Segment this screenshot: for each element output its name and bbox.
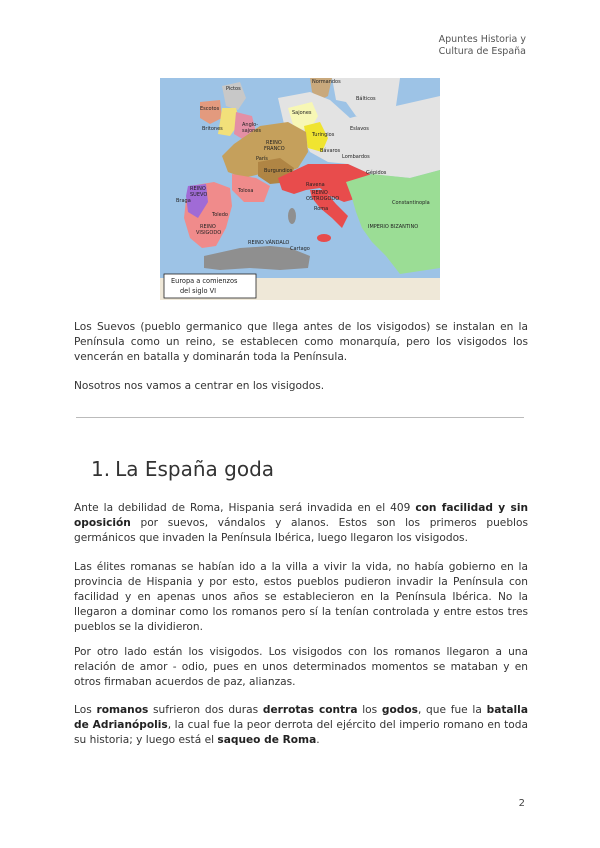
p4-text-g: , que fue la [417, 704, 487, 716]
label-reino-suevo-1: REINO [190, 186, 206, 192]
label-reino-franco-2: FRANCO [264, 146, 285, 152]
label-imperio-bizantino: IMPERIO BIZANTINO [368, 224, 419, 230]
section-divider [76, 417, 524, 418]
section-heading [91, 456, 274, 482]
label-escotos: Escotos [200, 106, 220, 112]
p4-bold-j: saqueo de Roma [217, 734, 317, 746]
label-braga: Braga [176, 198, 191, 204]
label-reino-ostrogodo-1: REINO [312, 190, 328, 196]
section-title: La España goda [115, 457, 275, 481]
label-reino-visigodo-1: REINO [200, 224, 216, 230]
island-corsica-sardinia [288, 208, 296, 224]
p4-bold-b: romanos [96, 704, 149, 716]
label-anglo: Anglo- [242, 122, 259, 128]
p4-bold-h: batalla de Adrianópolis [74, 704, 528, 731]
header-line-1: Apuntes Historia y [438, 34, 526, 45]
p4-text-i: , la cual fue la peor derrota del ejército del imperio romano en toda su historia; y luego está el [74, 719, 528, 746]
label-turingios: Turingios [312, 132, 335, 138]
map-caption-line-2: del siglo VI [180, 287, 217, 295]
label-britones: Britones [202, 126, 223, 132]
label-toledo: Toledo [212, 212, 228, 218]
label-paris: París [256, 156, 268, 162]
section-number: 1. [91, 457, 111, 481]
label-noruegos: Normandos [312, 79, 341, 85]
label-bavaros: Bávaros [320, 148, 341, 154]
section-paragraph-1 [74, 501, 528, 546]
label-burgundios: Burgundios [264, 168, 293, 174]
p4-text-c: sufrieron dos duras [148, 704, 263, 716]
label-tolosa: Tolosa [238, 188, 254, 194]
label-reino-ostrogodo-2: OSTROGODO [306, 196, 340, 202]
p1-bold-b: con facilidad y sin oposición [74, 502, 528, 529]
intro-paragraph-1: Los Suevos (pueblo germanico que llega antes de los visigodos) se instalan en la Península como un reino, se establecen como monarquía, pero los visigodos los vencerán en batalla y dominarán toda la Península. [74, 321, 528, 363]
label-roma: Roma [314, 206, 329, 212]
europe-map [160, 78, 440, 300]
label-pictos: Pictos [226, 86, 241, 92]
label-eslavos: Eslavos [350, 126, 369, 132]
label-reino-franco-1: REINO [266, 140, 282, 146]
p4-text-a: Los [74, 704, 97, 716]
label-reino-suevo-2: SUEVO [190, 192, 208, 198]
map-caption-line-1: Europa a comienzos [171, 277, 238, 285]
page-number: 2 [518, 798, 525, 809]
p4-bold-d: derrotas contra [262, 704, 358, 716]
p4-bold-f: godos [381, 704, 418, 716]
p4-text-k: . [316, 734, 320, 746]
p1-text-c: por suevos, vándalos y alanos. Estos son los primeros pueblos germánicos que invaden la Península Ibérica, luego llegaron los visigodos. [74, 517, 528, 544]
label-cartago: Cartago [290, 246, 310, 252]
label-gepidos: Gépidos [366, 170, 387, 176]
label-balticos: Bálticos [356, 96, 376, 102]
label-ravena: Ravena [306, 182, 325, 188]
p1-text-a: Ante la debilidad de Roma, Hispania será invadida en el 409 [74, 502, 416, 514]
header-line-2: Cultura de España [438, 46, 526, 57]
section-paragraph-4 [74, 703, 528, 748]
label-sajones: Sajones [292, 110, 312, 116]
p4-text-e: los [357, 704, 382, 716]
document-header [439, 34, 526, 58]
island-sicily [317, 234, 331, 242]
section-paragraph-3: Por otro lado están los visigodos. Los visigodos con los romanos llegaron a una relación de amor - odio, pues en unos determinados momentos se mataban y en otros firmaban acuerdos de paz, alianzas. [74, 646, 528, 688]
intro-paragraph-2: Nosotros nos vamos a centrar en los visigodos. [74, 380, 325, 392]
europe-map-svg [160, 78, 440, 300]
label-anglo-sajones: sajones [242, 128, 261, 134]
label-reino-vandalo: REINO VÁNDALO [248, 240, 290, 246]
label-reino-visigodo-2: VISIGODO [196, 230, 222, 236]
label-lombardos: Lombardos [342, 154, 370, 160]
label-constantinopla: Constantinopla [392, 200, 430, 206]
section-paragraph-2: Las élites romanas se habían ido a la villa a vivir la vida, no había gobierno en la provincia de Hispania y por esto, estos pueblos pudieron invadir la Península con facilidad y en apenas unos años se establecieron en la Península Ibérica. No la llegaron a dominar como los romanos pero sí la tenían controlada y entre estos tres pueblos se la dividieron. [74, 561, 528, 633]
